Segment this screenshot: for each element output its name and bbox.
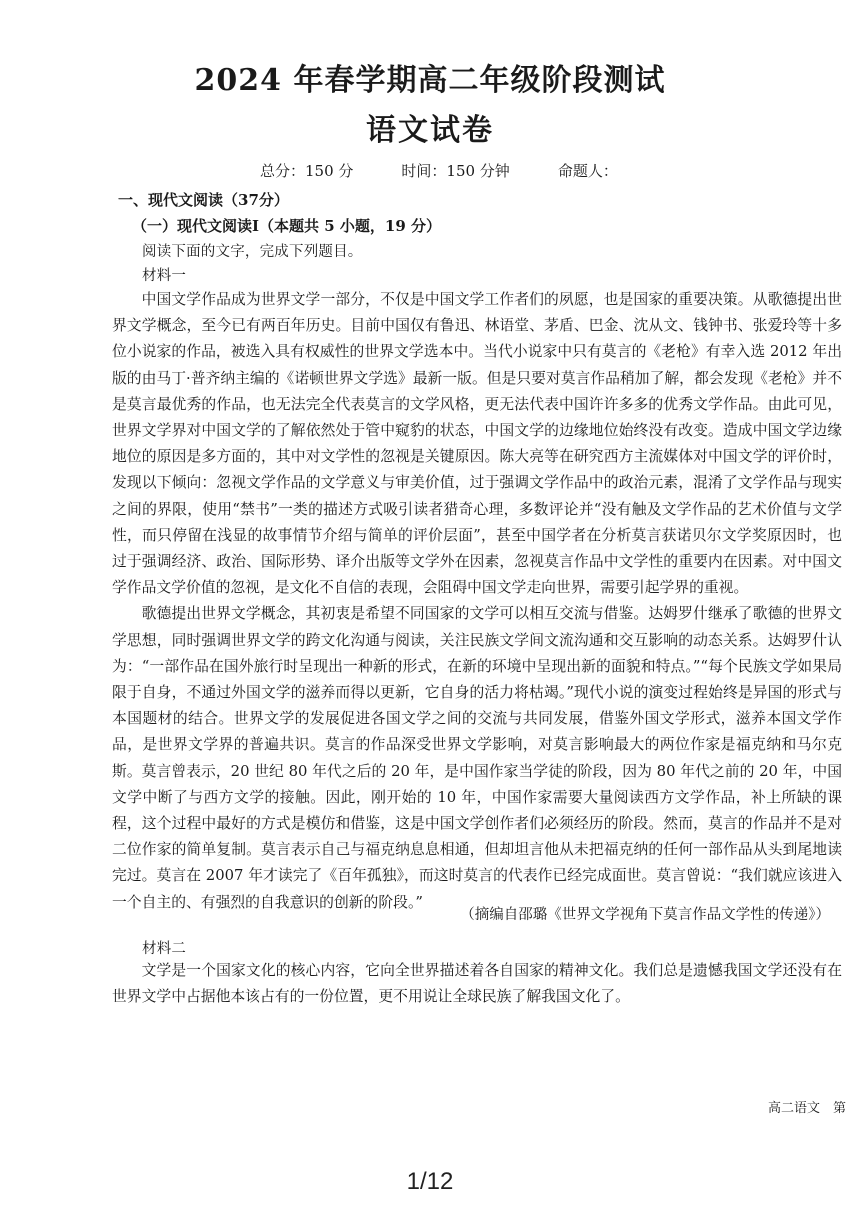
exam-time: 时间：150 分钟 [401, 162, 510, 180]
material-1-paragraph-2: 歌德提出世界文学概念，其初衷是希望不同国家的文学可以相互交流与借鉴。达姆罗什继承了歌德的世界文学思想，同时强调世界文学的跨文化沟通与阅读，关注民族文学间文流沟通和交互影响的动态关系。达姆罗什认为：“一部作品在国外旅行时呈现出一种新的形式，在新的环境中呈现出新的面貌和特点。”“每个民族文学如果局限于自身，不通过外国文学的滋养而得以更新，它自身的活力将枯竭。”现代小说的演变过程始终是异国的形式与本国题材的结合。世界文学的发展促进各国文学之间的交流与共同发展，借鉴外国文学形式，滋养本国文学作品，是世界文学界的普遍共识。莫言的作品深受世界文学影响，对莫言影响最大的两位作家是福克纳和马尔克斯。莫言曾表示，20 世纪 80 年代之后的 20 年，是中国作家当学徒的阶段，因为 80 年代之前的 20 年，中国文学中断了与西方文学的接触。因此，刚开始的 10 年，中国作家需要大量阅读西方文学作品，补上所缺的课程，这个过程中最好的方式是模仿和借鉴，这是中国文学创作者们必须经历的阶段。然而，莫言的作品并不是对二位作家的简单复制。莫言表示自己与福克纳息息相通，但却坦言他从未把福克纳的任何一部作品从头到尾地读完过。莫言在 2007 年才读完了《百年孤独》，而这时莫言的代表作已经完成面世。莫言曾说：“我们就应该进入一个自主的、有强烈的自我意识的创新的阶段。” [112, 605, 842, 911]
material-2-paragraph-1: 文学是一个国家文化的核心内容，它向全世界描述着各自国家的精神文化。我们总是遗憾我国文学还没有在世界文学中占据他本该占有的一份位置，更不用说让全球民族了解我国文化了。 [112, 962, 842, 1006]
material-2-text [112, 958, 842, 1010]
exam-title: 2024 年春学期高二年级阶段测试 [194, 63, 666, 98]
page-indicator: 1/12 [406, 1168, 454, 1195]
reading-instruction: 阅读下面的文字，完成下列题目。 [142, 244, 363, 260]
page-footer: 高二语文 第 [767, 1101, 846, 1116]
question-setter: 命题人： [557, 162, 618, 180]
subsection-heading: （一）现代文阅读Ⅰ（本题共 5 小题，19 分） [132, 217, 441, 235]
material-2-label: 材料二 [142, 941, 187, 957]
material-1-label: 材料一 [142, 268, 187, 284]
total-score: 总分：150 分 [260, 162, 354, 180]
exam-subtitle: 语文试卷 [366, 113, 494, 148]
exam-meta [260, 160, 618, 181]
section-heading: 一、现代文阅读（37分） [118, 191, 289, 209]
material-1-text [112, 287, 842, 916]
material-1-paragraph-1: 中国文学作品成为世界文学一部分，不仅是中国文学工作者们的夙愿，也是国家的重要决策。从歌德提出世界文学概念，至今已有两百年历史。目前中国仅有鲁迅、林语堂、茅盾、巴金、沈从文、钱钟书、张爱玲等十多位小说家的作品，被选入具有权威性的世界文学选本中。当代小说家中只有莫言的《老枪》有幸入选 2012 年出版的由马丁·普齐纳主编的《诺顿世界文学选》最新一版。但是只要对莫言作品稍加了解，都会发现《老枪》并不是莫言最优秀的作品，也无法完全代表莫言的文学风格，更无法代表中国许许多多的优秀文学作品。由此可见，世界文学界对中国文学的了解依然处于管中窥豹的状态，中国文学的边缘地位始终没有改变。造成中国文学边缘地位的原因是多方面的，其中对文学性的忽视是关键原因。陈大亮等在研究西方主流媒体对中国文学的评价时，发现以下倾向：忽视文学作品的文学意义与审美价值，过于强调文学作品中的政治元素，混淆了文学作品与现实之间的界限，使用“禁书”一类的描述方式吸引读者猎奇心理，多数评论并“没有触及文学作品的艺术价值与文学性，而只停留在浅显的故事情节介绍与简单的评价层面”，甚至中国学者在分析莫言获诺贝尔文学奖原因时，也过于强调经济、政治、国际形势、译介出版等文学外在因素，忽视莫言作品中文学性的重要内在因素。对中国文学作品文学价值的忽视，是文化不自信的表现，会阻碍中国文学走向世界，需要引起学界的重视。 [112, 291, 842, 597]
material-1-source: （摘编自邵璐《世界文学视角下莫言作品文学性的传递》） [460, 907, 830, 923]
